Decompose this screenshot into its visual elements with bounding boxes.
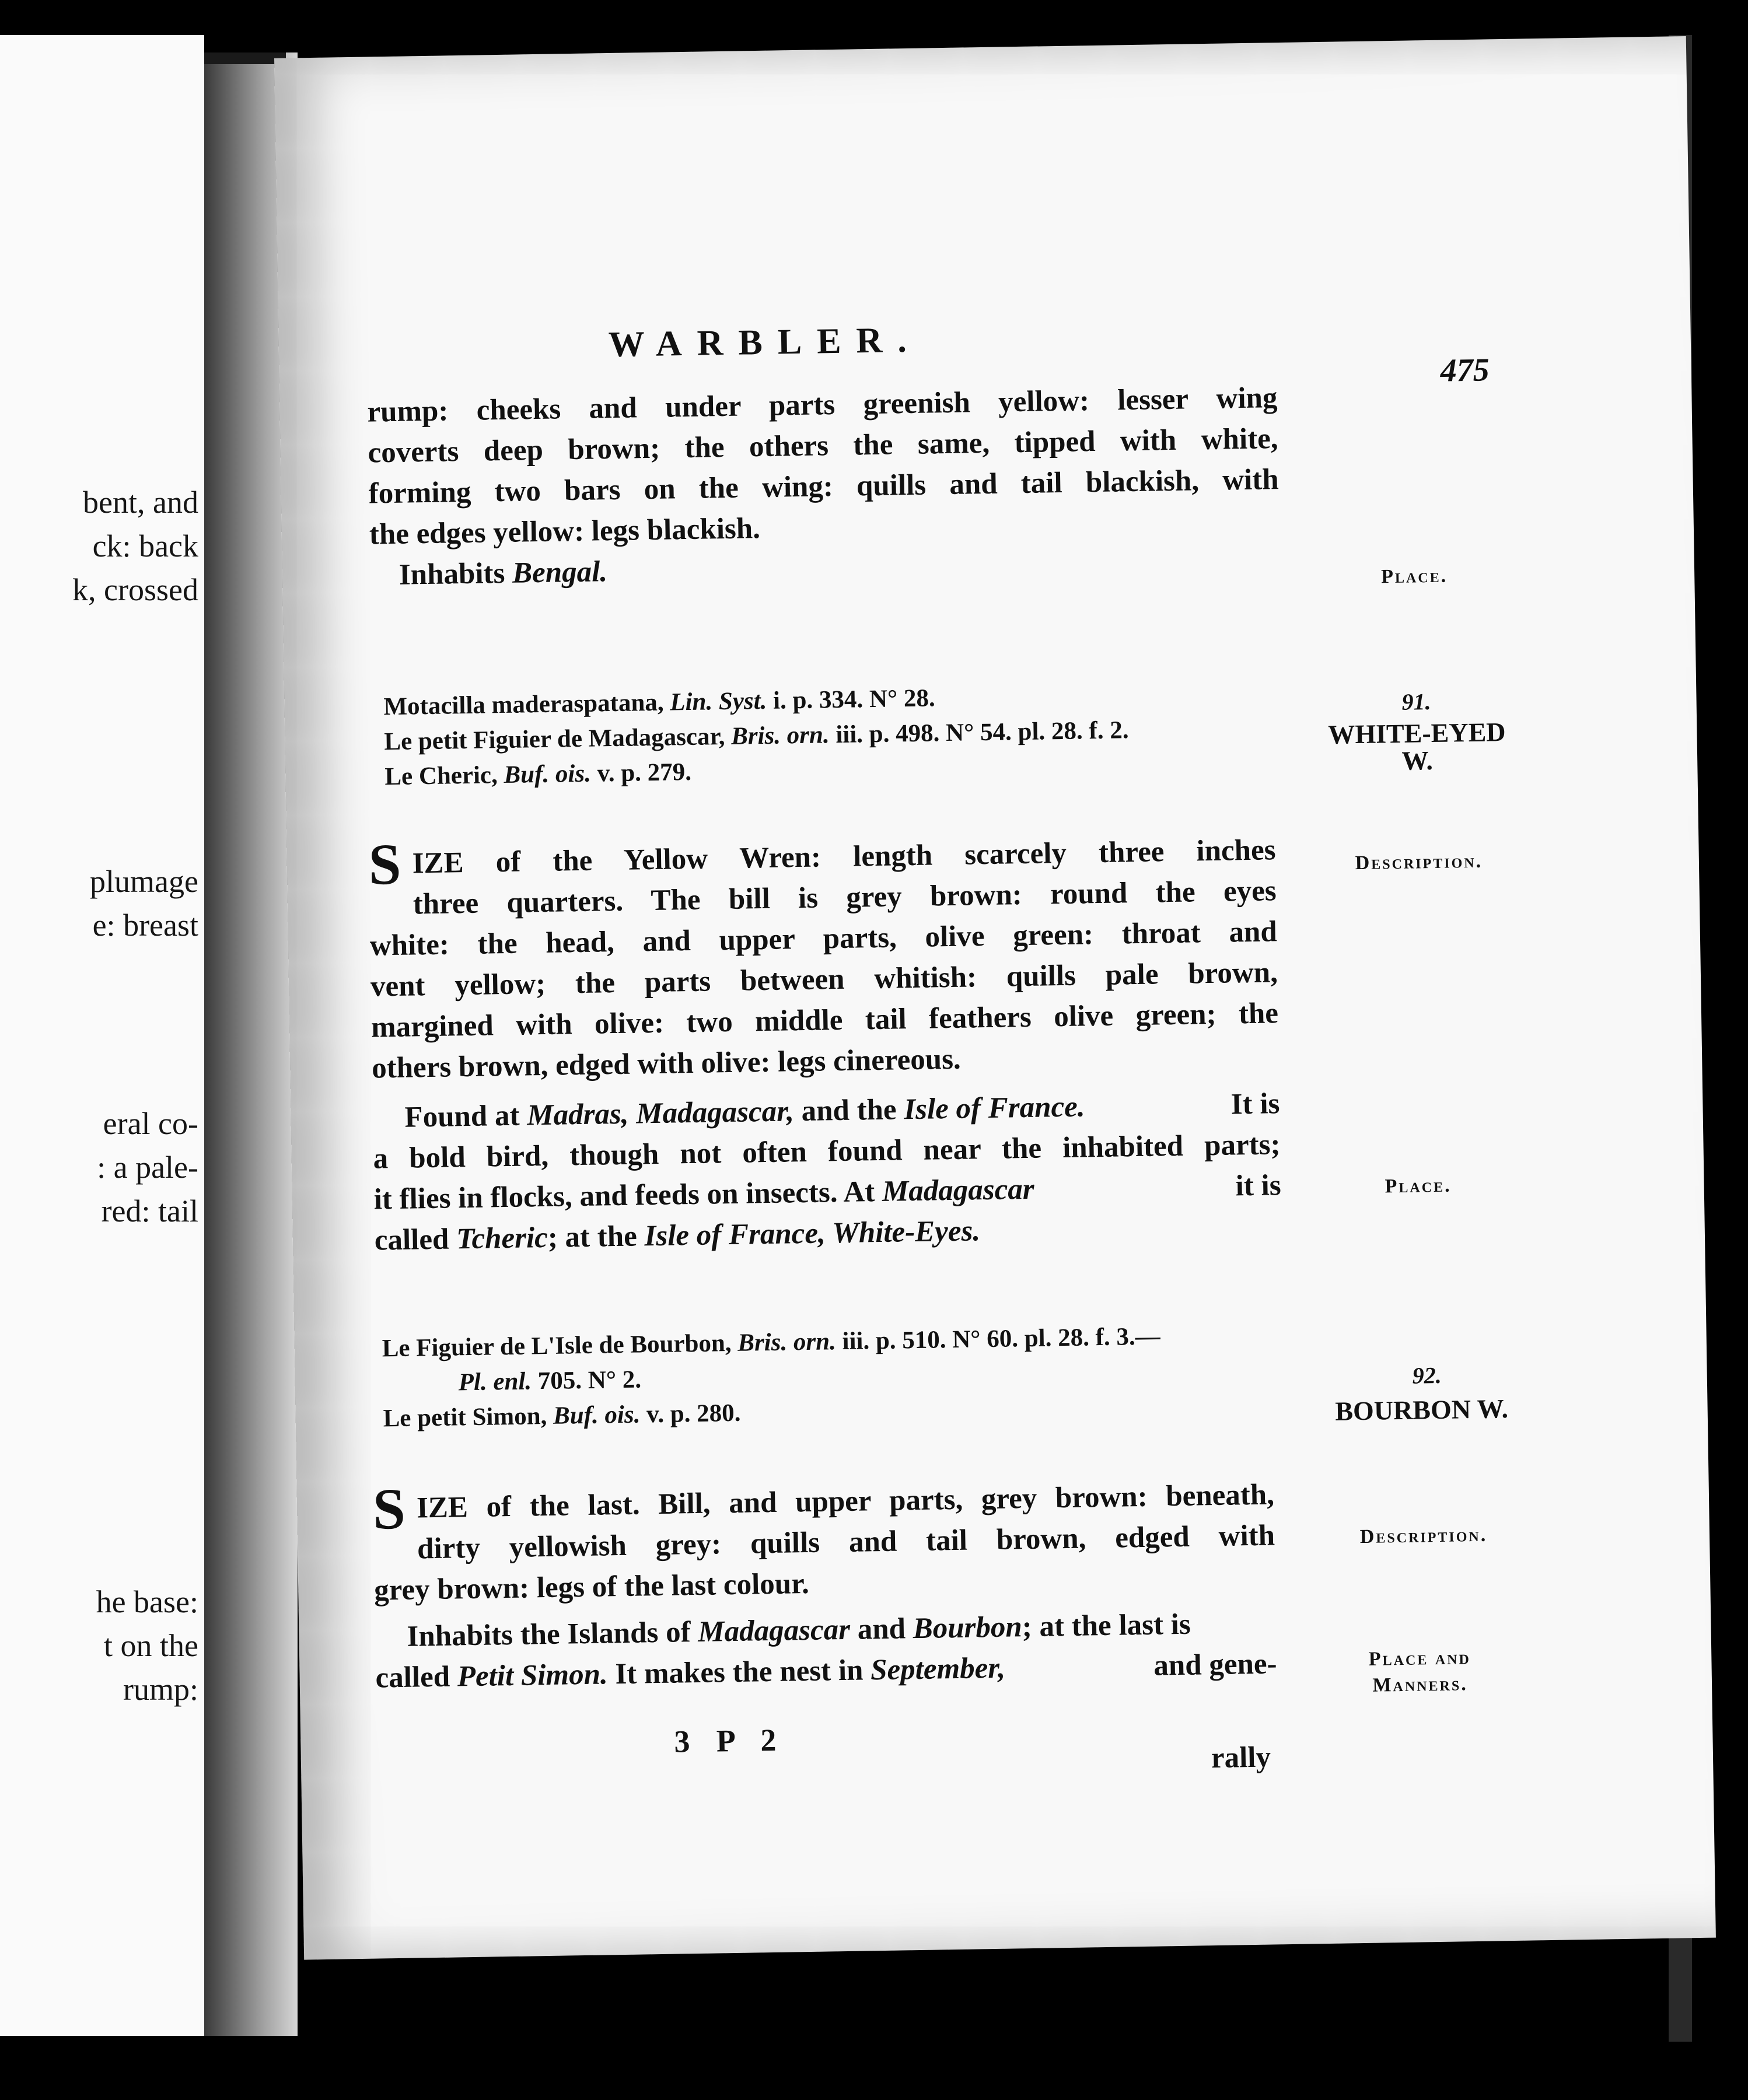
- text-line: grey brown: legs of the last colour.: [373, 1567, 810, 1607]
- left-page-fragment: k, crossed: [72, 572, 198, 607]
- place-line: [373, 1168, 1281, 1216]
- right-page: [274, 36, 1716, 1960]
- place-prefix: Inhabits: [398, 556, 513, 592]
- place-line: [375, 1647, 1277, 1695]
- synonym-tail: 705. N° 2.: [531, 1366, 642, 1395]
- synonym-line: [458, 1365, 641, 1396]
- catchword: rally: [1211, 1741, 1271, 1775]
- synonym-line: [384, 758, 691, 791]
- text-line: forming two bars on the wing: quills and tail blackish, with: [368, 463, 1279, 510]
- synonym-tail: iii. p. 510. N° 60. pl. 28. f. 3.—: [835, 1322, 1161, 1356]
- place-line: [374, 1214, 980, 1257]
- synonym-tail: iii. p. 498. N° 54. pl. 28. f. 2.: [829, 716, 1129, 749]
- synonym-ref: Pl. enl.: [458, 1367, 532, 1396]
- place-name: Bourbon: [913, 1611, 1023, 1646]
- species-number: 92.: [1412, 1362, 1442, 1389]
- text-line: three quarters. The bill is grey brown: round the eyes: [412, 874, 1277, 921]
- text-run: it is: [1235, 1169, 1282, 1203]
- species-name: WHITE-EYED: [1327, 716, 1506, 750]
- synonym-tail: v. p. 279.: [590, 758, 692, 788]
- text-run: called: [375, 1660, 458, 1695]
- text-run: It makes the nest in: [607, 1654, 871, 1691]
- species-name: BOURBON W.: [1334, 1394, 1509, 1426]
- left-page-fragment: : a pale-: [97, 1150, 198, 1185]
- synonym-ref: Buf. ois.: [504, 760, 592, 789]
- place-name: Isle of France.: [903, 1090, 1085, 1126]
- left-page-fragment: he base:: [96, 1584, 198, 1619]
- gutter-shadow: [204, 52, 286, 64]
- left-page-fragment: plumage: [90, 864, 198, 899]
- margin-note-description: Description.: [1359, 1524, 1488, 1548]
- place-name: Isle of France, White-Eyes.: [644, 1214, 981, 1253]
- left-page-fragment: rump:: [123, 1672, 198, 1707]
- left-page-fragment: eral co-: [103, 1106, 198, 1141]
- synonym-ref: Buf. ois.: [553, 1401, 641, 1430]
- signature-mark: 3 P 2: [673, 1722, 786, 1759]
- local-name: Petit Simon.: [457, 1658, 609, 1693]
- text-line: vent yellow; the parts between whitish: quills pale brown,: [370, 956, 1278, 1003]
- text-run: ; at the last is: [1022, 1608, 1191, 1644]
- text-line: white: the head, and upper parts, olive green: throat and: [369, 915, 1278, 963]
- synonym-ref: Bris. orn.: [737, 1328, 837, 1357]
- text-run: it flies in flocks, and feeds on insects. At: [373, 1175, 883, 1216]
- synonym-ref: Lin. Syst.: [669, 687, 767, 716]
- text-line: others brown, edged with olive: legs cinereous.: [371, 1042, 962, 1085]
- synonym-line: [383, 1399, 741, 1433]
- text-run: called: [374, 1223, 457, 1257]
- synonym-tail: i. p. 334. N° 28.: [766, 684, 936, 715]
- place-line: [398, 555, 607, 592]
- margin-note-place: Place and: [1368, 1647, 1471, 1670]
- text-line: dirty yellowish grey: quills and tail brown, edged with: [417, 1519, 1275, 1566]
- synonym-line: [382, 1322, 1160, 1363]
- text-line: a bold bird, though not often found near the inhabited parts;: [373, 1128, 1281, 1175]
- local-name: Tcheric: [456, 1221, 548, 1256]
- left-page: [0, 35, 204, 2036]
- synonym-name: Le petit Figuier de Madagascar,: [384, 722, 732, 756]
- margin-note-manners: Manners.: [1372, 1673, 1468, 1696]
- text-run: and gene-: [1153, 1647, 1277, 1682]
- place-line: [407, 1606, 1277, 1653]
- page-number: 475: [1440, 352, 1490, 389]
- species-name-suffix: W.: [1401, 745, 1434, 776]
- left-page-fragment: ck: back: [92, 528, 198, 564]
- text-line: coverts deep brown; the others the same, tipped with white,: [368, 422, 1278, 470]
- synonym-tail: v. p. 280.: [640, 1399, 741, 1429]
- margin-note-place: Place.: [1380, 565, 1448, 588]
- margin-note-place: Place.: [1385, 1174, 1452, 1198]
- left-page-fragment: red: tail: [101, 1194, 198, 1228]
- synonym-line: [383, 684, 935, 721]
- margin-note-description: Description.: [1355, 850, 1483, 874]
- left-page-fragment: bent, and: [83, 485, 198, 520]
- place-name: Madagascar: [697, 1613, 851, 1648]
- text-run: ; at the: [547, 1220, 645, 1254]
- synonym-name: Le petit Simon,: [383, 1402, 554, 1433]
- text-run: Found at: [404, 1099, 527, 1134]
- place-name: Madras, Madagascar,: [526, 1095, 795, 1132]
- place-name: Madagascar: [882, 1172, 1035, 1208]
- place-line: [404, 1087, 1280, 1135]
- running-head: WARBLER.: [608, 320, 922, 365]
- text-line: margined with olive: two middle tail feathers olive green; the: [370, 997, 1279, 1044]
- synonym-name: Le Cheric,: [384, 761, 504, 791]
- text-run: It is: [1230, 1087, 1280, 1121]
- drop-initial: S: [372, 1476, 406, 1542]
- text-run: and: [849, 1612, 914, 1646]
- place-name: Bengal.: [512, 555, 608, 590]
- month-name: September,: [870, 1651, 1006, 1687]
- left-page-fragment: e: breast: [92, 908, 198, 943]
- synonym-line: [384, 716, 1129, 756]
- left-page-fragment: t on the: [104, 1628, 198, 1663]
- text-line: rump: cheeks and under parts greenish yellow: lesser wing: [367, 382, 1278, 429]
- text-line: the edges yellow: legs blackish.: [369, 512, 761, 551]
- text-line: IZE of the last. Bill, and upper parts, grey brown: beneath,: [416, 1478, 1275, 1525]
- drop-initial: S: [368, 831, 402, 897]
- synonym-ref: Bris. orn.: [730, 721, 830, 750]
- synonym-name: Motacilla maderaspatana,: [383, 688, 670, 721]
- text-line: IZE of the Yellow Wren: length scarcely three inches: [412, 834, 1276, 880]
- synonym-name: Le Figuier de L'Isle de Bourbon,: [382, 1329, 738, 1363]
- text-run: and the: [793, 1093, 904, 1128]
- species-number: 91.: [1401, 688, 1431, 715]
- text-run: Inhabits the Islands of: [407, 1615, 698, 1653]
